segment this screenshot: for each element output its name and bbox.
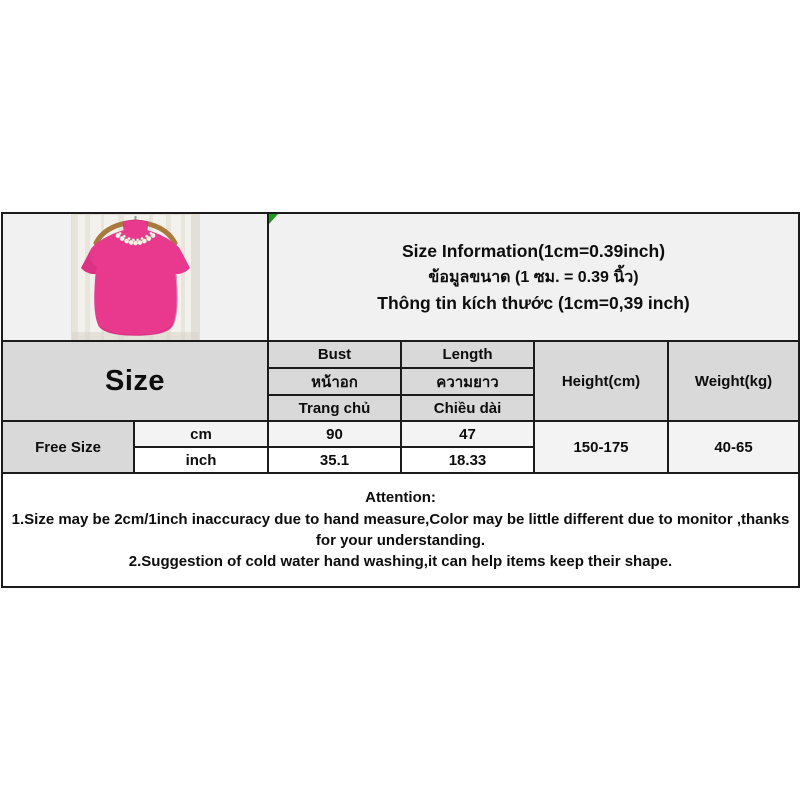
height-range-value: 150-175	[534, 421, 668, 473]
weight-range-value: 40-65	[668, 421, 799, 473]
size-header-label: Size	[104, 364, 166, 397]
bust-cm-value: 90	[268, 421, 401, 447]
length-cm-value: 47	[401, 421, 534, 447]
attention-item-1: 1.Size may be 2cm/1inch inaccuracy due to hand measure,Color may be little different due to monitor ,thanks for your understanding.	[11, 510, 790, 549]
weight-header: Weight(kg)	[668, 341, 799, 421]
pink-top-illustration	[72, 215, 199, 340]
attention-item-2: 2.Suggestion of cold water hand washing,it can help items keep their shape.	[128, 553, 673, 571]
bust-inch-value: 35.1	[268, 447, 401, 473]
height-header: Height(cm)	[534, 341, 668, 421]
length-header-th: ความยาว	[401, 368, 534, 395]
title-vietnamese: Thông tin kích thước (1cm=0,39 inch)	[377, 292, 690, 313]
bust-header-th: หน้าอก	[268, 368, 401, 395]
title-english: Size Information(1cm=0.39inch)	[401, 240, 666, 261]
attention-heading: Attention:	[365, 489, 436, 507]
unit-inch-label: inch	[134, 447, 268, 473]
corner-flag-icon	[269, 214, 278, 224]
attention-note-cell	[2, 473, 799, 587]
size-information-title-cell	[268, 213, 799, 341]
length-header-vi: Chiều dài	[401, 395, 534, 421]
free-size-label: Free Size	[2, 421, 134, 473]
unit-cm-label: cm	[134, 421, 268, 447]
bust-header-vi: Trang chủ	[268, 395, 401, 421]
bust-header-en: Bust	[268, 341, 401, 368]
size-header-cell	[2, 341, 268, 421]
size-chart-table	[1, 212, 800, 588]
length-header-en: Length	[401, 341, 534, 368]
product-photo	[71, 214, 200, 341]
product-photo-cell	[2, 213, 268, 341]
title-thai: ข้อมูลขนาด (1 ซม. = 0.39 นิ้ว)	[428, 268, 639, 286]
length-inch-value: 18.33	[401, 447, 534, 473]
